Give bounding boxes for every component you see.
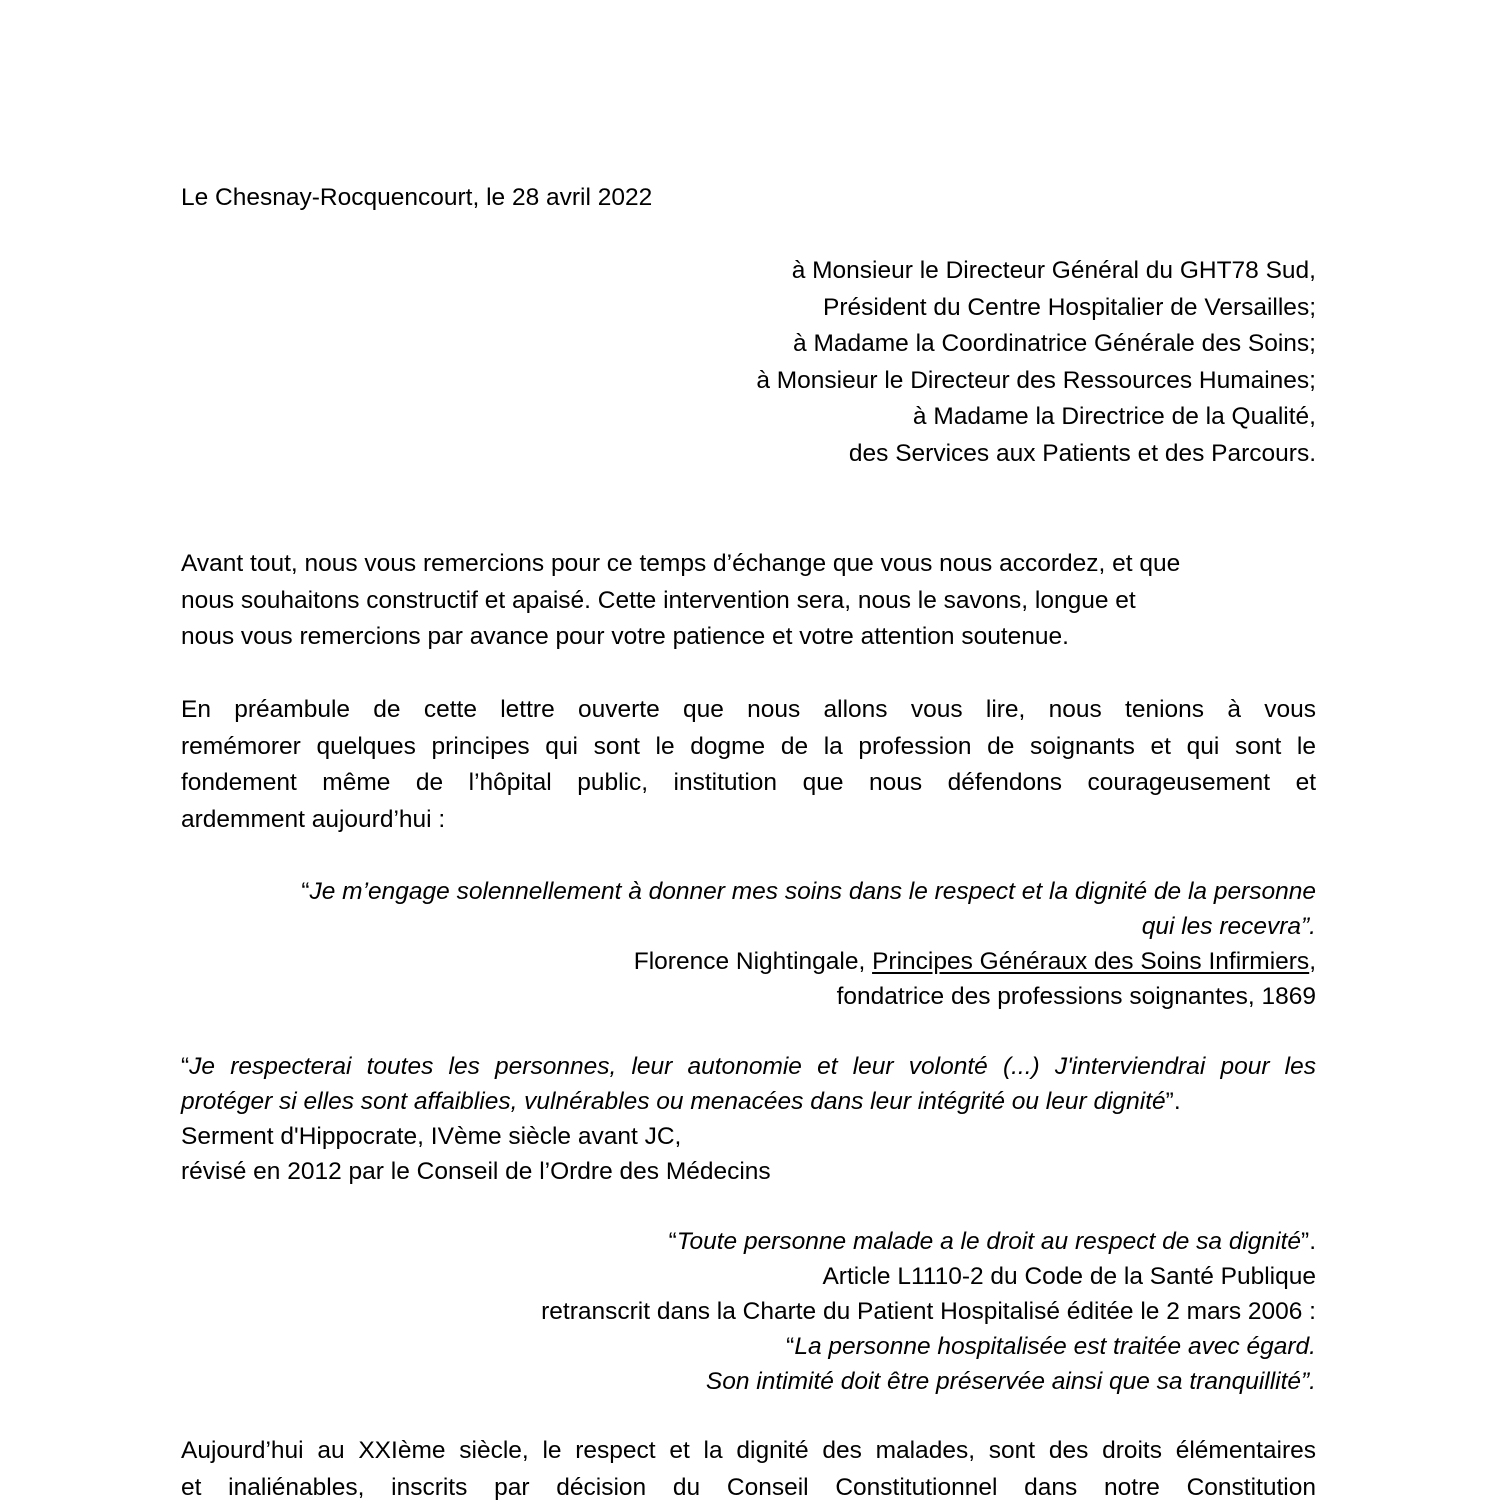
paragraph-line: nous souhaitons constructif et apaisé. Cette intervention sera, nous le savons, longue et bbox=[181, 586, 1136, 614]
close-quote: ”. bbox=[1165, 1088, 1181, 1115]
paragraph-line: En préambule de cette lettre ouverte que nous allons vous lire, nous tenions à vous bbox=[181, 696, 1316, 723]
quote-author-detail: fondatrice des professions soignantes, 1869 bbox=[836, 983, 1316, 1010]
quote-line bbox=[181, 1364, 1316, 1399]
paragraph-line: remémorer quelques principes qui sont le dogme de la profession de soignants et qui sont le bbox=[181, 732, 1316, 760]
quote-text: qui les recevra”. bbox=[1141, 913, 1316, 940]
quote-text: Je m’engage solennellement à donner mes soins dans le respect et la dignité de la personne bbox=[309, 878, 1316, 905]
quote-text: Son intimité doit être préservée ainsi que sa tranquillité”. bbox=[705, 1368, 1316, 1395]
quote-line bbox=[181, 1049, 1316, 1084]
quote-line bbox=[181, 1224, 1316, 1259]
intro-paragraph bbox=[181, 546, 1316, 656]
paragraph-line: Avant tout, nous vous remercions pour ce temps d’échange que vous nous accordez, et que bbox=[181, 550, 1181, 577]
open-quote: “ bbox=[181, 1053, 190, 1080]
nightingale-quote bbox=[181, 874, 1316, 1014]
hippocrates-quote bbox=[181, 1049, 1316, 1189]
quote-text: protéger si elles sont affaiblies, vulnérables ou menacées dans leur intégrité ou leur dignité bbox=[181, 1088, 1166, 1115]
paragraph-line: fondement même de l’hôpital public, institution que nous défendons courageusement et bbox=[181, 769, 1316, 796]
recipient-line: à Madame la Coordinatrice Générale des Soins; bbox=[793, 330, 1316, 357]
quote-author: Florence Nightingale, Principes Généraux des Soins Infirmiers, bbox=[633, 948, 1316, 975]
recipient-line: à Monsieur le Directeur Général du GHT78 Sud, bbox=[791, 257, 1316, 284]
close-quote: ”. bbox=[1301, 1228, 1316, 1255]
recipient-line: des Services aux Patients et des Parcours. bbox=[848, 439, 1316, 467]
work-title: Principes Généraux des Soins Infirmiers bbox=[872, 948, 1310, 975]
closing-paragraph bbox=[181, 1433, 1316, 1500]
quote-source: retranscrit dans la Charte du Patient Hospitalisé éditée le 2 mars 2006 : bbox=[541, 1298, 1316, 1325]
paragraph-line: et inaliénables, inscrits par décision du Conseil Constitutionnel dans notre Constitution bbox=[181, 1473, 1316, 1500]
quote-line bbox=[181, 1329, 1316, 1364]
quote-text: Je respecterai toutes les personnes, leur autonomie et leur volonté (...) J'interviendrai pour les bbox=[189, 1053, 1316, 1080]
open-quote: “ bbox=[301, 878, 310, 905]
recipients-block bbox=[181, 253, 1316, 472]
quote-source: Serment d'Hippocrate, IVème siècle avant JC, bbox=[181, 1123, 682, 1150]
quote-source: Article L1110-2 du Code de la Santé Publique bbox=[822, 1263, 1316, 1290]
open-quote: “ bbox=[786, 1333, 795, 1360]
quote-line bbox=[181, 1084, 1316, 1119]
recipient-line: à Monsieur le Directeur des Ressources Humaines; bbox=[756, 366, 1316, 394]
open-quote: “ bbox=[668, 1228, 677, 1255]
paragraph-line: nous vous remercions par avance pour votre patience et votre attention soutenue. bbox=[181, 623, 1069, 650]
quote-text: Toute personne malade a le droit au respect de sa dignité bbox=[676, 1228, 1302, 1255]
quote-text: La personne hospitalisée est traitée avec égard. bbox=[794, 1333, 1316, 1360]
quote-line bbox=[181, 874, 1316, 909]
recipient-line: Président du Centre Hospitalier de Versailles; bbox=[823, 293, 1316, 321]
recipient-line: à Madame la Directrice de la Qualité, bbox=[912, 403, 1316, 430]
paragraph-line: Aujourd’hui au XXIème siècle, le respect et la dignité des malades, sont des droits élémentaires bbox=[181, 1437, 1316, 1464]
quote-source: révisé en 2012 par le Conseil de l’Ordre des Médecins bbox=[181, 1158, 771, 1185]
preamble-paragraph bbox=[181, 692, 1316, 838]
quote-line bbox=[181, 909, 1316, 944]
paragraph-line: ardemment aujourd’hui : bbox=[181, 805, 446, 833]
place-date: Le Chesnay-Rocquencourt, le 28 avril 2022 bbox=[181, 184, 653, 211]
patient-charter-quote bbox=[181, 1224, 1316, 1399]
